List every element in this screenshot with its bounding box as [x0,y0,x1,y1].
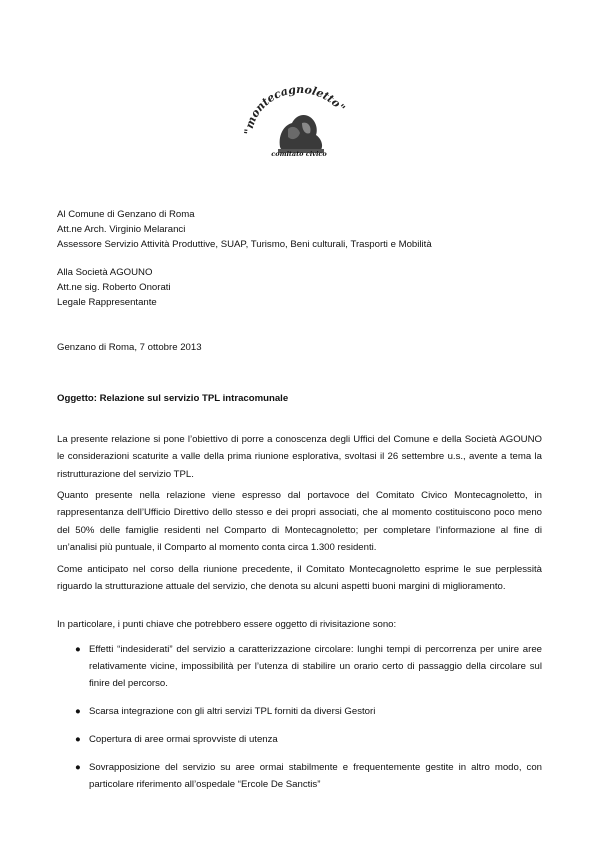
key-points-list [57,641,542,793]
bullet-icon: ● [75,706,81,717]
bullet-icon: ● [75,734,81,745]
recipient-comune [57,207,542,252]
recipient-line: Att.ne Arch. Virginio Melaranci [57,224,186,235]
list-item: ● Scarsa integrazione con gli altri servizi TPL forniti da diversi Gestori [57,703,542,720]
logo-arc-text: "montecagnoletto" [242,82,348,136]
montecagnoletto-logo [238,77,360,175]
recipient-line: Att.ne sig. Roberto Onorati [57,282,171,293]
paragraph-intro: La presente relazione si pone l’obiettivo di porre a conoscenza degli Uffici del Comune e della Società AGOUNO le considerazioni scaturite a valle della prima riunione esplorativa, svoltasi il 26 settembre u.s., avente a tema la ristrutturazione del servizio TPL. [57,434,542,480]
list-item: ● Copertura di aree ormai sprovviste di utenza [57,731,542,748]
bullet-icon: ● [75,644,81,655]
recipient-line: Assessore Servizio Attività Produttive, SUAP, Turismo, Beni culturali, Trasporti e Mobilità [57,239,432,250]
recipient-line: Al Comune di Genzano di Roma [57,209,195,220]
list-item: ● Sovrapposizione del servizio su aree ormai stabilmente e frequentemente gestite in altro modo, con particolare riferimento all’ospedale “Ercole De Sanctis” [57,759,542,793]
recipient-line: Legale Rappresentante [57,297,157,308]
recipient-line: Alla Società AGOUNO [57,267,153,278]
recipient-agouno [57,265,542,310]
place-date: Genzano di Roma, 7 ottobre 2013 [57,342,202,353]
logo-subtitle: comitato civico [271,150,327,158]
bullet-icon: ● [75,762,81,773]
subject-line: Oggetto: Relazione sul servizio TPL intracomunale [57,393,289,404]
paragraph-punti-chiave: In particolare, i punti chiave che potrebbero essere oggetto di rivisitazione sono: [57,619,397,630]
sculpture-icon [278,115,324,153]
paragraph-perplessita: Come anticipato nel corso della riunione precedente, il Comitato Montecagnoletto esprime le sue perplessità riguardo la strutturazione attuale del servizio, che denota su alcuni aspetti buoni margini di miglioramento. [57,564,542,593]
paragraph-comitato: Quanto presente nella relazione viene espresso dal portavoce del Comitato Civico Montecagnoletto, in rappresentanza dell’Ufficio Direttivo dello stesso e dei propri associati, che al momento costituiscono poco meno del 50% delle famiglie residenti nel Comparto di Montecagnoletto; per completare l’informazione al fine di un’analisi più puntuale, il Comparto al momento conta circa 1.300 residenti. [57,490,542,553]
list-item: ● Effetti “indesiderati” del servizio a caratterizzazione circolare: lunghi tempi di percorrenza per unire aree relativamente vicine, impossibilità per l’utenza di stabilire un orario certo di passaggio della circolare sul finire del percorso. [57,641,542,692]
